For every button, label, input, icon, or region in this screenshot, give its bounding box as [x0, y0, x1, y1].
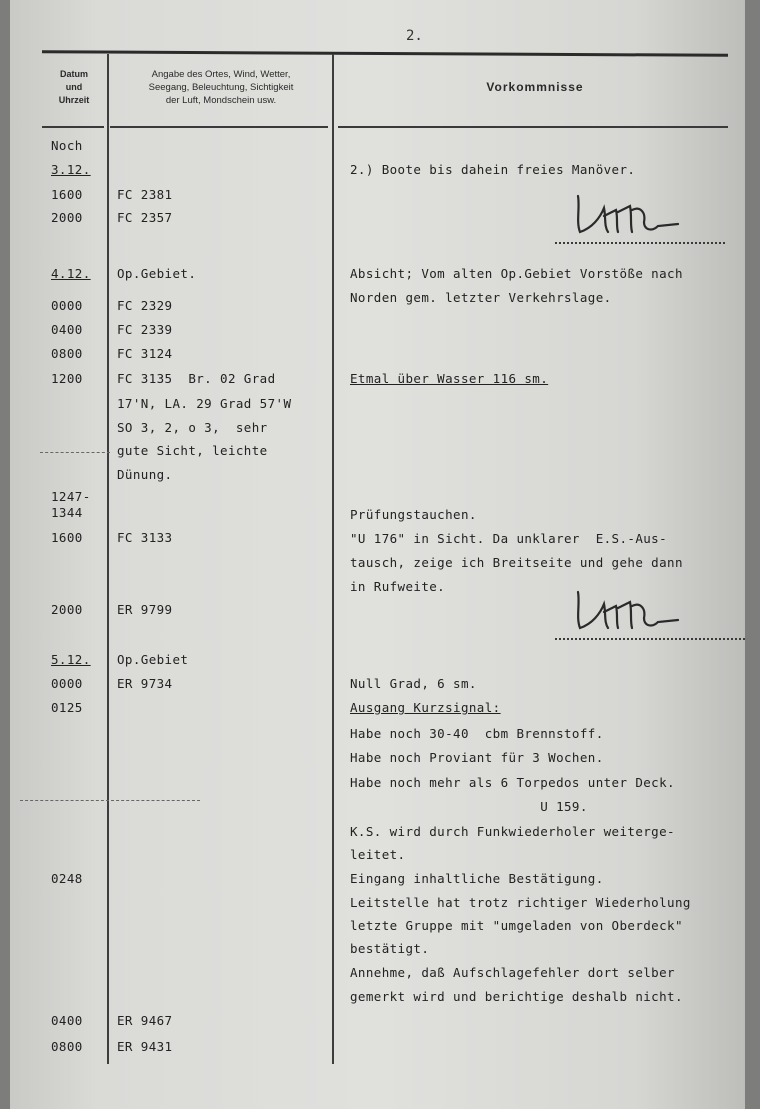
time-cell: 0125 [51, 700, 83, 715]
event-cell: letzte Gruppe mit "umgeladen von Oberdeck" [350, 918, 683, 933]
header-location-line: Seegang, Beleuchtung, Sichtigkeit [148, 82, 294, 93]
header-location-line: der Luft, Mondschein usw. [165, 95, 277, 106]
event-cell: Habe noch mehr als 6 Torpedos unter Deck. [350, 775, 675, 790]
position-cell: Op.Gebiet [117, 652, 189, 667]
time-cell: 0800 [51, 346, 83, 361]
time-cell: 0800 [51, 1039, 83, 1054]
header-date-line: Datum [59, 69, 88, 79]
signature-mark [570, 188, 690, 238]
position-cell: FC 3124 [117, 346, 173, 361]
header-events: Vorkommnisse [486, 80, 584, 94]
top-rule [42, 50, 728, 57]
event-cell: Etmal über Wasser 116 sm. [350, 371, 549, 386]
time-cell: 1200 [51, 371, 83, 386]
time-cell: 1247- [51, 489, 91, 504]
event-cell: Habe noch Proviant für 3 Wochen. [350, 750, 604, 765]
signature-mark [570, 584, 690, 634]
date-cell: Noch [51, 138, 83, 153]
event-cell: Null Grad, 6 sm. [350, 676, 477, 691]
date-cell: 5.12. [51, 652, 91, 667]
stray-dotted-mark [40, 452, 110, 453]
position-cell: ER 9431 [117, 1039, 173, 1054]
header-date-time [42, 68, 106, 107]
time-cell: 1600 [51, 530, 83, 545]
logbook-page [10, 0, 745, 1109]
position-cell: FC 2339 [117, 322, 173, 337]
position-cell: FC 3133 [117, 530, 173, 545]
time-cell: 2000 [51, 210, 83, 225]
position-cell: Op.Gebiet. [117, 266, 197, 281]
time-cell: 0000 [51, 676, 83, 691]
event-cell: in Rufweite. [350, 579, 446, 594]
event-cell: Norden gem. letzter Verkehrslage. [350, 290, 612, 305]
event-cell: 2.) Boote bis dahein freies Manöver. [350, 162, 636, 177]
header-rule [42, 126, 104, 128]
time-cell: 0400 [51, 322, 83, 337]
weather-cell: gute Sicht, leichte [117, 443, 268, 458]
signature-line [555, 242, 725, 244]
position-cell: FC 2357 [117, 210, 173, 225]
header-date-line: Uhrzeit [58, 95, 90, 105]
time-cell: 1344 [51, 505, 83, 520]
time-cell: 1600 [51, 187, 83, 202]
weather-cell: Dünung. [117, 467, 173, 482]
header-location-line: Angabe des Ortes, Wind, Wetter, [151, 69, 291, 80]
event-cell: "U 176" in Sicht. Da unklarer E.S.-Aus- [350, 531, 668, 546]
weather-cell: SO 3, 2, o 3, sehr [117, 420, 268, 435]
date-cell: 4.12. [51, 266, 91, 281]
event-cell: Absicht; Vom alten Op.Gebiet Vorstöße nach [350, 266, 683, 281]
position-cell: ER 9467 [117, 1013, 173, 1028]
time-cell: 2000 [51, 602, 83, 617]
position-cell: FC 2381 [117, 187, 173, 202]
event-cell: K.S. wird durch Funkwiederholer weiterge- [350, 824, 675, 839]
stray-dotted-mark [20, 800, 200, 801]
column-divider [107, 54, 109, 1064]
signature-line [555, 638, 745, 640]
time-cell: 0000 [51, 298, 83, 313]
event-cell: Ausgang Kurzsignal: [350, 700, 501, 715]
event-cell: leitet. [350, 847, 406, 862]
event-cell: tausch, zeige ich Breitseite und gehe dann [350, 555, 683, 570]
position-cell: FC 2329 [117, 298, 173, 313]
event-cell: Annehme, daß Aufschlagefehler dort selber [350, 965, 675, 980]
date-cell: 3.12. [51, 162, 91, 177]
header-location-weather [116, 68, 326, 107]
event-cell: gemerkt wird und berichtige deshalb nicht. [350, 989, 683, 1004]
header-date-line: und [65, 82, 83, 92]
position-cell: ER 9734 [117, 676, 173, 691]
column-divider [332, 54, 334, 1064]
position-cell: 17'N, LA. 29 Grad 57'W [117, 396, 292, 411]
header-rule [110, 126, 328, 128]
event-cell: Eingang inhaltliche Bestätigung. [350, 871, 604, 886]
page-number: 2. [406, 28, 423, 44]
event-cell: U 159. [350, 799, 588, 814]
position-cell: ER 9799 [117, 602, 173, 617]
time-cell: 0400 [51, 1013, 83, 1028]
event-cell: Leitstelle hat trotz richtiger Wiederholung [350, 895, 691, 910]
time-cell: 0248 [51, 871, 83, 886]
event-cell: Prüfungstauchen. [350, 507, 477, 522]
event-cell: bestätigt. [350, 941, 430, 956]
header-rule [338, 126, 728, 128]
position-cell: FC 3135 Br. 02 Grad [117, 371, 276, 386]
event-cell: Habe noch 30-40 cbm Brennstoff. [350, 726, 604, 741]
